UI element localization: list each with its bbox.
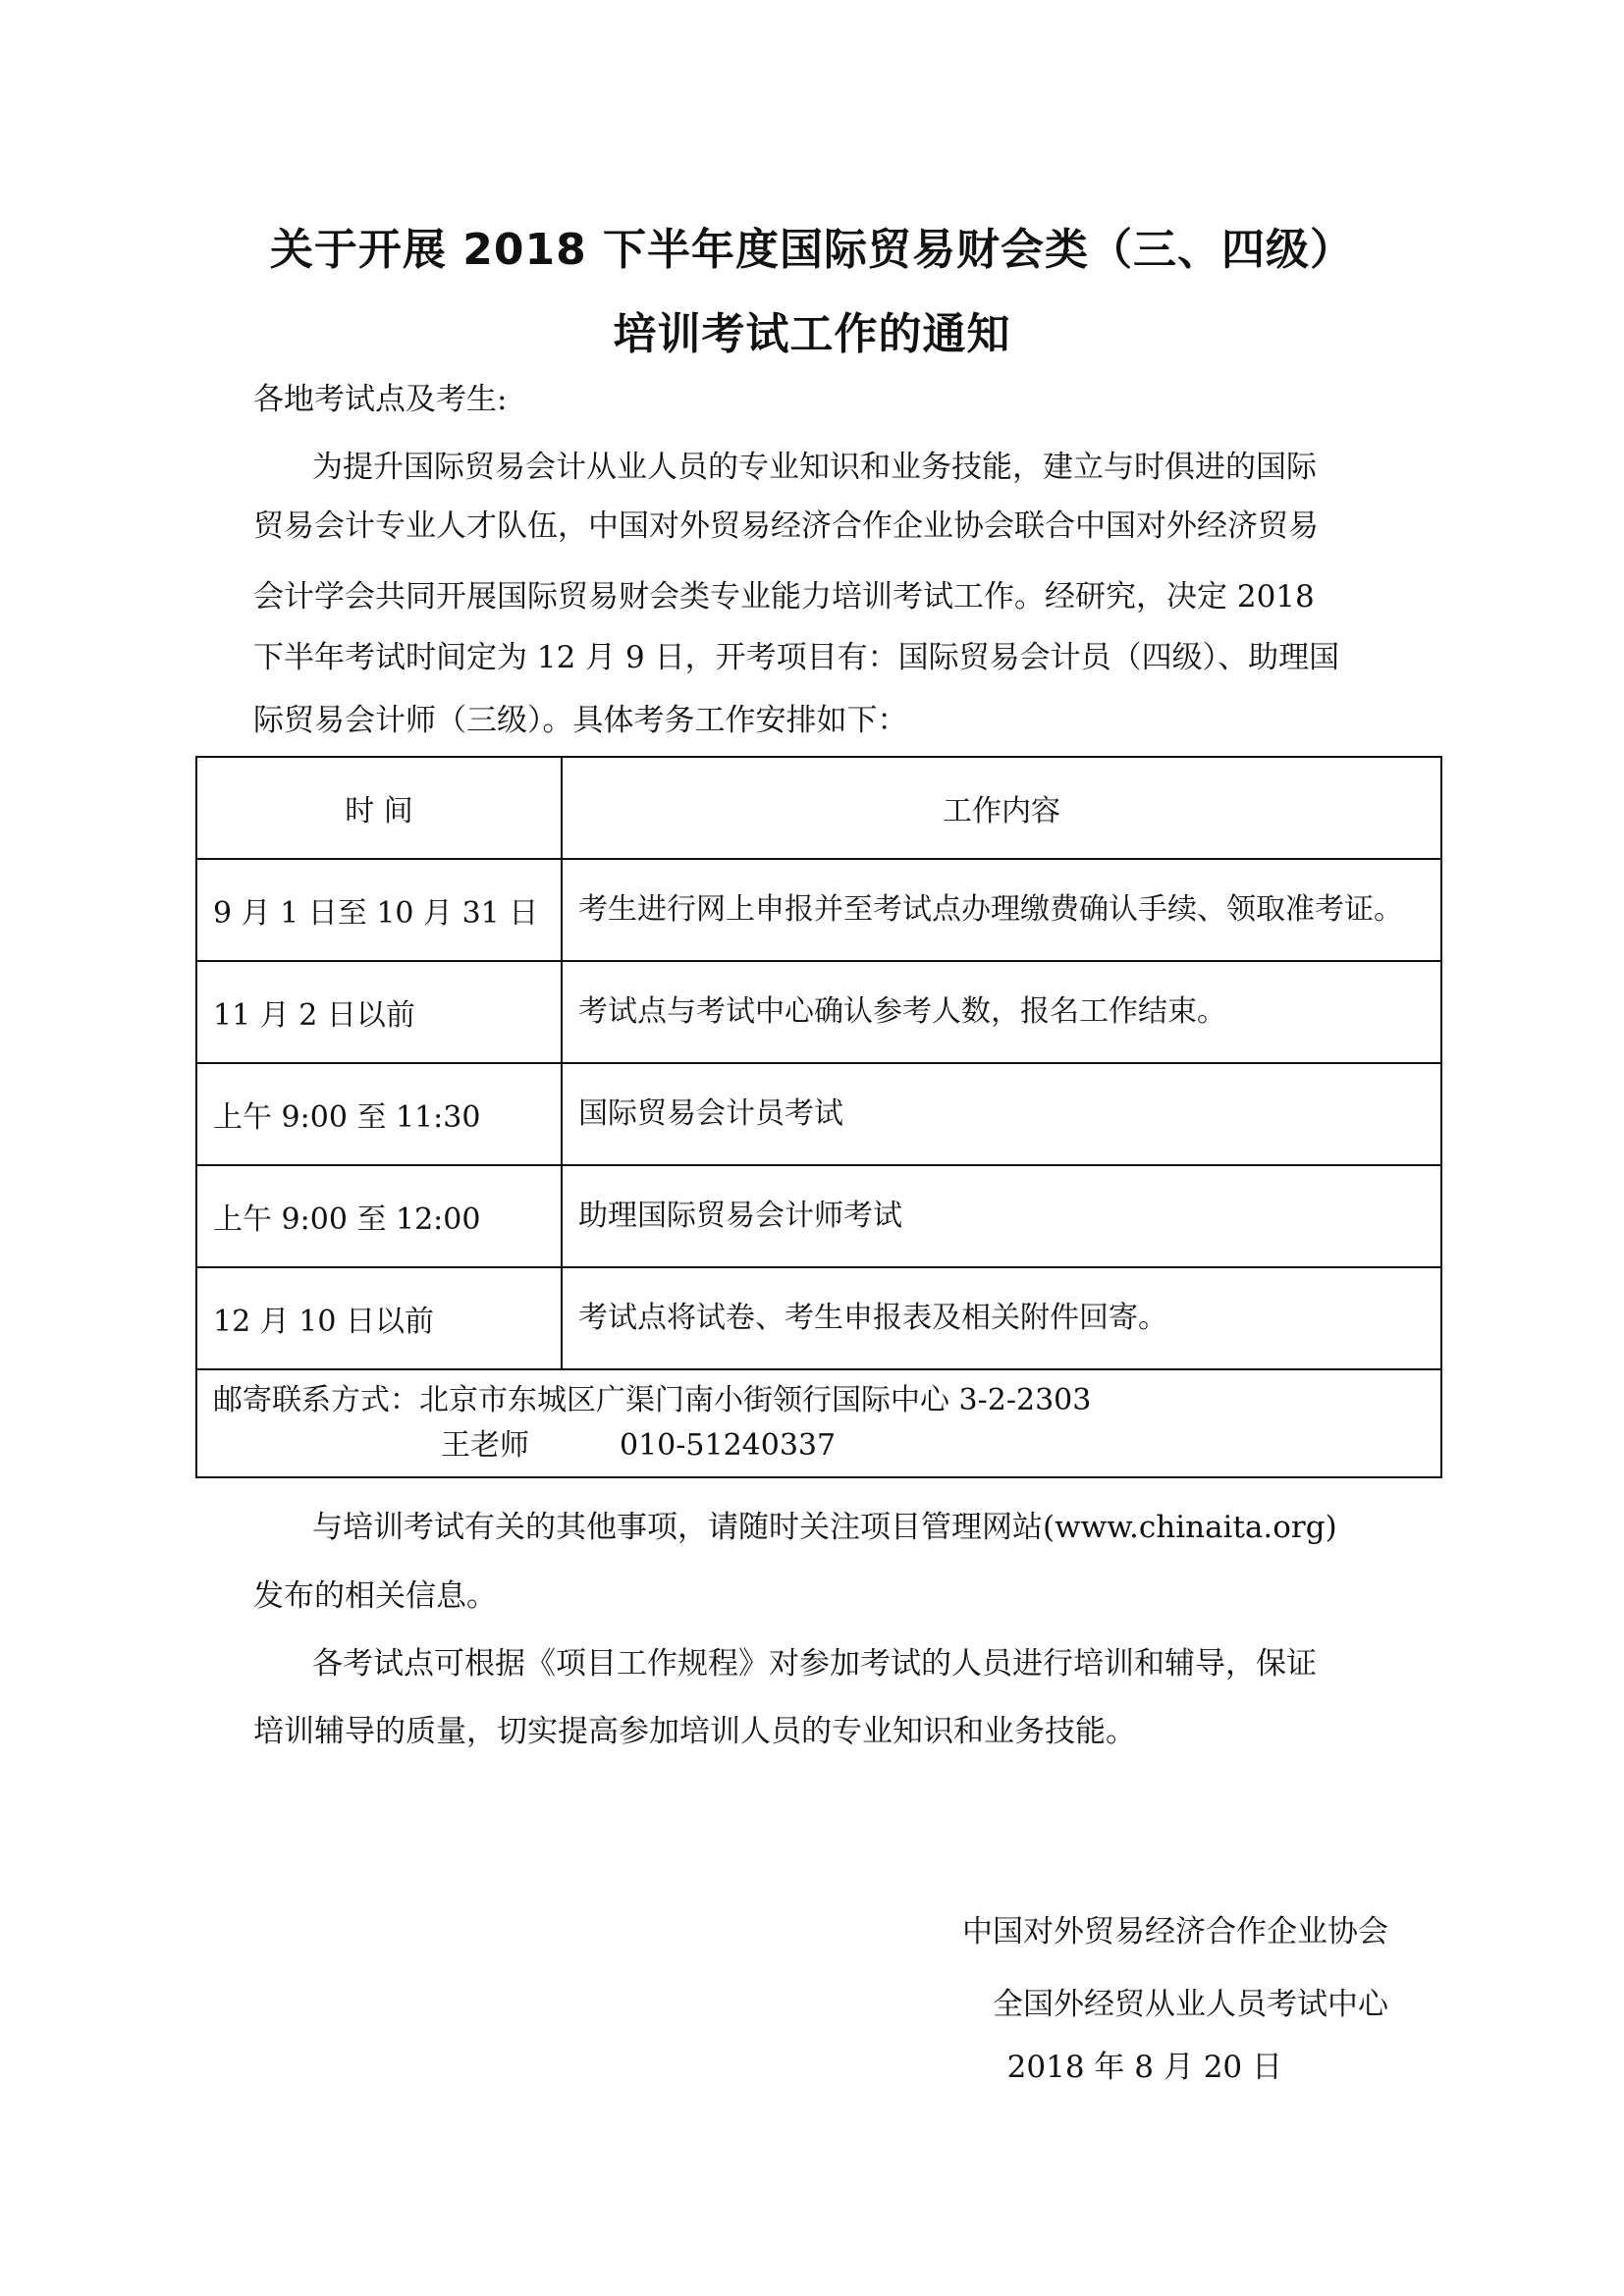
row-content: 考生进行网上申报并至考试点办理缴费确认手续、领取准考证。	[562, 859, 1441, 961]
row-time: 11 月 2 日以前	[196, 961, 562, 1063]
closing-line: 发布的相关信息。	[253, 1578, 497, 1614]
closing-line: 培训辅导的质量，切实提高参加培训人员的专业知识和业务技能。	[253, 1714, 1136, 1749]
contact-cell	[196, 1369, 1441, 1477]
contact-label: 邮寄联系方式：	[213, 1383, 419, 1417]
intro-line: 贸易会计专业人才队伍，中国对外贸易经济合作企业协会联合中国对外经济贸易	[253, 508, 1319, 544]
contact-phone: 010-51240337	[620, 1428, 837, 1463]
table-row	[196, 1267, 1441, 1369]
row-content: 考试点与考试中心确认参考人数，报名工作结束。	[562, 961, 1441, 1063]
signature-org-2: 全国外经贸从业人员考试中心	[993, 1987, 1388, 2022]
contact-line-1	[213, 1378, 1425, 1423]
table-row	[196, 859, 1441, 961]
header-time: 时 间	[196, 757, 562, 859]
document-title-line-1: 关于开展 2018 下半年度国际贸易财会类（三、四级）	[269, 225, 1355, 275]
row-time: 9 月 1 日至 10 月 31 日	[196, 859, 562, 961]
contact-row	[196, 1369, 1441, 1477]
table-header-row	[196, 757, 1441, 859]
signature-org-1: 中国对外贸易经济合作企业协会	[962, 1914, 1388, 1949]
row-content: 助理国际贸易会计师考试	[562, 1165, 1441, 1267]
schedule-table	[195, 756, 1442, 1478]
intro-line: 为提升国际贸易会计从业人员的专业知识和业务技能，建立与时俱进的国际	[312, 450, 1317, 485]
row-content: 考试点将试卷、考生申报表及相关附件回寄。	[562, 1267, 1441, 1369]
closing-line: 各考试点可根据《项目工作规程》对参加考试的人员进行培训和辅导，保证	[312, 1646, 1317, 1682]
intro-line: 下半年考试时间定为 12 月 9 日，开考项目有：国际贸易会计员（四级）、助理国	[253, 640, 1340, 675]
contact-address: 北京市东城区广渠门南小街领行国际中心 3-2-2303	[419, 1383, 1092, 1417]
row-time: 上午 9:00 至 11:30	[196, 1063, 562, 1165]
contact-name: 王老师	[441, 1428, 529, 1463]
row-time: 上午 9:00 至 12:00	[196, 1165, 562, 1267]
row-time: 12 月 10 日以前	[196, 1267, 562, 1369]
row-content: 国际贸易会计员考试	[562, 1063, 1441, 1165]
table-row	[196, 1063, 1441, 1165]
document-title-line-2: 培训考试工作的通知	[613, 309, 1011, 359]
salutation: 各地考试点及考生:	[253, 382, 508, 417]
intro-line: 会计学会共同开展国际贸易财会类专业能力培训考试工作。经研究，决定 2018	[253, 579, 1315, 614]
closing-line: 与培训考试有关的其他事项，请随时关注项目管理网站(www.chinaita.org)	[312, 1510, 1337, 1545]
table-row	[196, 961, 1441, 1063]
signature-date: 2018 年 8 月 20 日	[1006, 2050, 1282, 2085]
table-row	[196, 1165, 1441, 1267]
intro-line: 际贸易会计师（三级）。具体考务工作安排如下：	[253, 703, 908, 738]
header-content: 工作内容	[562, 757, 1441, 859]
contact-line-2	[213, 1423, 1425, 1468]
